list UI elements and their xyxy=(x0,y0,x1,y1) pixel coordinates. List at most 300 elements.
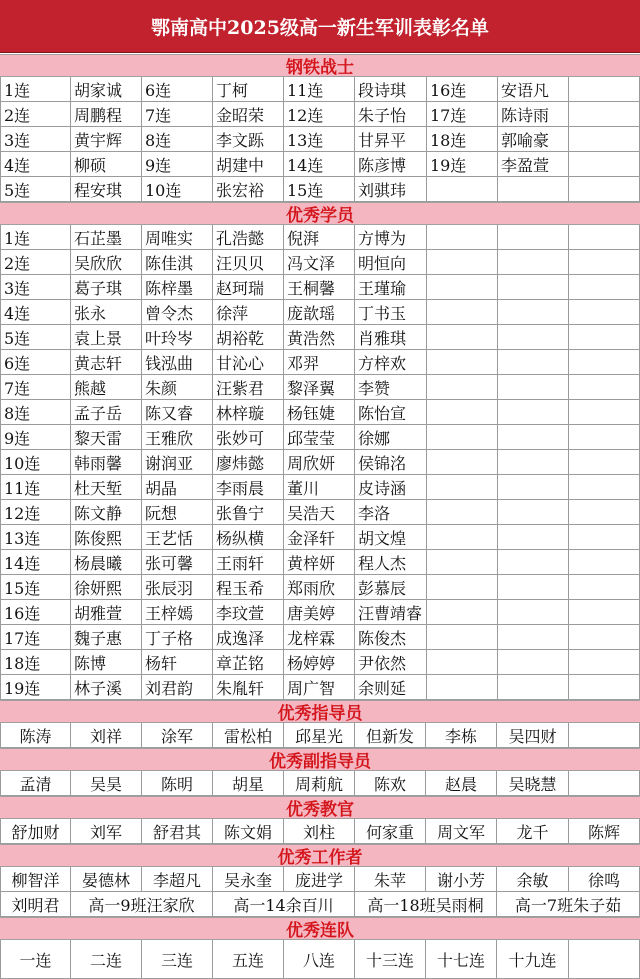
table-cell: 胡家诚 xyxy=(71,77,142,102)
table-cell: 高一14余百川 xyxy=(213,892,355,917)
table-row xyxy=(0,375,640,400)
table-cell xyxy=(427,275,498,300)
table-cell: 朱颜 xyxy=(142,375,213,400)
table-cell xyxy=(427,525,498,550)
table-row xyxy=(0,475,640,500)
table-cell: 刘军 xyxy=(71,819,142,844)
table-cell: 17连 xyxy=(427,102,498,127)
table-row xyxy=(0,500,640,525)
table-row xyxy=(0,550,640,575)
table-cell: 吴欣欣 xyxy=(71,250,142,275)
table-cell: 陈文静 xyxy=(71,500,142,525)
table-cell: 胡建中 xyxy=(213,152,284,177)
table-cell: 陈俊杰 xyxy=(355,625,427,650)
section-outstanding-students: 优秀学员 xyxy=(0,202,640,225)
table-cell: 明恒向 xyxy=(355,250,427,275)
table-row xyxy=(0,525,640,550)
table-cell: 7连 xyxy=(142,102,213,127)
table-cell: 谢小芳 xyxy=(426,867,497,892)
table-row xyxy=(0,300,640,325)
table-cell xyxy=(498,500,569,525)
table-cell xyxy=(569,275,640,300)
table-cell xyxy=(569,500,640,525)
table-cell: 孔浩懿 xyxy=(213,225,284,250)
table-cell: 高一7班朱子茹 xyxy=(497,892,640,917)
table-cell: 19连 xyxy=(0,675,71,700)
table-cell xyxy=(498,400,569,425)
table-cell: 赵珂瑞 xyxy=(213,275,284,300)
table-cell: 石芷墨 xyxy=(71,225,142,250)
table-cell: 郑雨欣 xyxy=(284,575,355,600)
table-cell xyxy=(427,350,498,375)
table-row xyxy=(0,250,640,275)
table-cell xyxy=(569,425,640,450)
table-cell: 晏德林 xyxy=(71,867,142,892)
table-cell xyxy=(498,250,569,275)
table-cell: 段诗琪 xyxy=(355,77,427,102)
table-cell: 周文军 xyxy=(426,819,497,844)
table-cell: 10连 xyxy=(142,177,213,202)
table-cell: 舒君其 xyxy=(142,819,213,844)
table-cell: 二连 xyxy=(71,940,142,979)
table-cell: 吴昊 xyxy=(71,771,142,796)
table-cell xyxy=(569,475,640,500)
table-cell: 庞进学 xyxy=(284,867,355,892)
table-cell: 朱子怡 xyxy=(355,102,427,127)
table-cell: 杜天堑 xyxy=(71,475,142,500)
table-cell: 陈彦博 xyxy=(355,152,427,177)
table-row xyxy=(0,675,640,700)
table-cell: 朱胤轩 xyxy=(213,675,284,700)
table-cell: 11连 xyxy=(284,77,355,102)
table-cell xyxy=(427,650,498,675)
table-cell: 庞歆瑶 xyxy=(284,300,355,325)
table-cell: 陈辉 xyxy=(569,819,640,844)
table-cell: 周欣妍 xyxy=(284,450,355,475)
table-cell: 15连 xyxy=(0,575,71,600)
table-cell xyxy=(569,575,640,600)
table-cell: 19连 xyxy=(427,152,498,177)
table-cell: 杨纵横 xyxy=(213,525,284,550)
table-cell xyxy=(427,675,498,700)
table-cell: 朱苹 xyxy=(355,867,426,892)
table-cell: 吴浩天 xyxy=(284,500,355,525)
table-cell: 9连 xyxy=(142,152,213,177)
table-row xyxy=(0,400,640,425)
table-row xyxy=(0,425,640,450)
table-cell xyxy=(569,723,640,748)
table-cell: 王雅欣 xyxy=(142,425,213,450)
table-cell: 刘明君 xyxy=(0,892,71,917)
table-cell: 陈俊熙 xyxy=(71,525,142,550)
table-row xyxy=(0,723,640,748)
table-cell: 8连 xyxy=(0,400,71,425)
table-cell: 邱星光 xyxy=(284,723,355,748)
table-cell: 阮想 xyxy=(142,500,213,525)
table-cell: 十三连 xyxy=(355,940,426,979)
table-cell: 吴四财 xyxy=(497,723,569,748)
table-cell: 董川 xyxy=(284,475,355,500)
table-cell: 十九连 xyxy=(497,940,569,979)
table-cell xyxy=(569,102,640,127)
table-cell: 十七连 xyxy=(426,940,497,979)
table-cell: 龙千 xyxy=(497,819,569,844)
table-cell: 2连 xyxy=(0,250,71,275)
table-row xyxy=(0,275,640,300)
table-cell: 18连 xyxy=(0,650,71,675)
table-cell xyxy=(427,500,498,525)
table-cell: 7连 xyxy=(0,375,71,400)
table-cell: 廖炜懿 xyxy=(213,450,284,475)
table-cell: 李栋 xyxy=(426,723,497,748)
table-row xyxy=(0,771,640,796)
table-cell: 黄浩然 xyxy=(284,325,355,350)
table-cell: 刘祥 xyxy=(71,723,142,748)
table-cell: 胡裕乾 xyxy=(213,325,284,350)
table-cell xyxy=(427,475,498,500)
section-outstanding-companies: 优秀连队 xyxy=(0,917,640,940)
table-cell: 汪贝贝 xyxy=(213,250,284,275)
table-cell xyxy=(498,225,569,250)
table-cell xyxy=(498,325,569,350)
table-cell xyxy=(498,300,569,325)
table-cell xyxy=(569,550,640,575)
section-outstanding-instructors: 优秀指导员 xyxy=(0,700,640,723)
table-cell: 张永 xyxy=(71,300,142,325)
table-cell: 五连 xyxy=(213,940,284,979)
table-cell: 程玉希 xyxy=(213,575,284,600)
table-cell: 1连 xyxy=(0,225,71,250)
table-cell: 孟清 xyxy=(0,771,71,796)
table-cell: 彭慕辰 xyxy=(355,575,427,600)
table-cell: 冯文泽 xyxy=(284,250,355,275)
table-cell xyxy=(498,475,569,500)
table-cell: 12连 xyxy=(0,500,71,525)
table-cell: 金泽轩 xyxy=(284,525,355,550)
table-cell xyxy=(569,152,640,177)
table-cell: 吴晓慧 xyxy=(497,771,569,796)
table-cell: 丁子格 xyxy=(142,625,213,650)
table-cell: 王梓嫣 xyxy=(142,600,213,625)
table-cell xyxy=(427,300,498,325)
table-cell: 王瑾瑜 xyxy=(355,275,427,300)
table-cell xyxy=(498,550,569,575)
table-cell xyxy=(498,425,569,450)
table-cell: 林梓璇 xyxy=(213,400,284,425)
table-cell: 雷松柏 xyxy=(213,723,284,748)
table-cell xyxy=(427,625,498,650)
table-cell: 侯锦洺 xyxy=(355,450,427,475)
table-cell: 方博为 xyxy=(355,225,427,250)
table-cell: 16连 xyxy=(427,77,498,102)
table-cell: 徐娜 xyxy=(355,425,427,450)
table-row xyxy=(0,940,640,979)
table-cell: 刘君韵 xyxy=(142,675,213,700)
table-cell: 黄梓妍 xyxy=(284,550,355,575)
table-row xyxy=(0,575,640,600)
table-cell: 何家重 xyxy=(355,819,426,844)
table-cell: 王桐馨 xyxy=(284,275,355,300)
table-cell: 丁柯 xyxy=(213,77,284,102)
table-cell xyxy=(427,425,498,450)
table-cell: 黎泽翼 xyxy=(284,375,355,400)
table-cell: 邓羿 xyxy=(284,350,355,375)
table-cell: 钱泓曲 xyxy=(142,350,213,375)
table-cell: 赵晨 xyxy=(426,771,497,796)
table-cell: 李雨晨 xyxy=(213,475,284,500)
table-cell: 周鹏程 xyxy=(71,102,142,127)
table-cell xyxy=(569,225,640,250)
table-cell: 12连 xyxy=(284,102,355,127)
table-cell xyxy=(427,600,498,625)
table-cell: 张妙可 xyxy=(213,425,284,450)
table-cell xyxy=(427,575,498,600)
table-cell xyxy=(498,625,569,650)
table-cell: 周广智 xyxy=(284,675,355,700)
table-cell: 李赞 xyxy=(355,375,427,400)
table-cell: 谢润亚 xyxy=(142,450,213,475)
table-cell: 杨轩 xyxy=(142,650,213,675)
table-cell xyxy=(427,250,498,275)
table-cell: 13连 xyxy=(0,525,71,550)
table-cell: 杨婷婷 xyxy=(284,650,355,675)
table-cell: 汪曹靖睿 xyxy=(355,600,427,625)
table-cell: 余则延 xyxy=(355,675,427,700)
table-row xyxy=(0,350,640,375)
table-cell: 李文跞 xyxy=(213,127,284,152)
table-cell: 6连 xyxy=(142,77,213,102)
table-cell: 魏子惠 xyxy=(71,625,142,650)
table-cell: 胡晶 xyxy=(142,475,213,500)
table-cell: 李洛 xyxy=(355,500,427,525)
table-cell: 韩雨馨 xyxy=(71,450,142,475)
table-cell: 4连 xyxy=(0,300,71,325)
table-cell: 余敏 xyxy=(497,867,569,892)
table-cell xyxy=(569,525,640,550)
table-cell xyxy=(569,77,640,102)
table-cell: 徐萍 xyxy=(213,300,284,325)
table-row xyxy=(0,225,640,250)
table-cell: 甘昇平 xyxy=(355,127,427,152)
table-cell: 叶玲岑 xyxy=(142,325,213,350)
table-cell: 涂军 xyxy=(142,723,213,748)
table-cell: 刘柱 xyxy=(284,819,355,844)
table-cell xyxy=(427,325,498,350)
table-row xyxy=(0,650,640,675)
section-outstanding-vice-instructors: 优秀副指导员 xyxy=(0,748,640,771)
table-cell xyxy=(498,275,569,300)
table-cell: 张可馨 xyxy=(142,550,213,575)
table-cell xyxy=(427,177,498,202)
table-cell xyxy=(569,375,640,400)
section-outstanding-workers: 优秀工作者 xyxy=(0,844,640,867)
table-cell: 龙梓霖 xyxy=(284,625,355,650)
table-cell xyxy=(569,350,640,375)
table-cell xyxy=(498,350,569,375)
table-cell: 14连 xyxy=(0,550,71,575)
table-cell xyxy=(498,675,569,700)
table-cell: 11连 xyxy=(0,475,71,500)
table-cell: 9连 xyxy=(0,425,71,450)
table-cell xyxy=(427,450,498,475)
table-cell: 八连 xyxy=(284,940,355,979)
table-cell: 17连 xyxy=(0,625,71,650)
table-row xyxy=(0,450,640,475)
table-cell: 吴永奎 xyxy=(213,867,284,892)
table-cell: 2连 xyxy=(0,102,71,127)
table-cell: 程人杰 xyxy=(355,550,427,575)
table-cell: 15连 xyxy=(284,177,355,202)
table-cell: 10连 xyxy=(0,450,71,475)
table-cell: 刘骐玮 xyxy=(355,177,427,202)
table-cell xyxy=(498,600,569,625)
table-cell xyxy=(569,400,640,425)
table-cell: 6连 xyxy=(0,350,71,375)
table-row xyxy=(0,152,640,177)
table-cell: 柳智洋 xyxy=(0,867,71,892)
table-cell: 王艺恬 xyxy=(142,525,213,550)
table-cell: 陈涛 xyxy=(0,723,71,748)
table-cell: 5连 xyxy=(0,177,71,202)
table-cell: 陈欢 xyxy=(355,771,426,796)
table-cell: 胡星 xyxy=(213,771,284,796)
table-cell: 袁上景 xyxy=(71,325,142,350)
table-cell: 杨晨曦 xyxy=(71,550,142,575)
table-cell: 陈又睿 xyxy=(142,400,213,425)
table-cell: 李盈萱 xyxy=(498,152,569,177)
table-cell: 16连 xyxy=(0,600,71,625)
table-cell xyxy=(569,771,640,796)
table-row xyxy=(0,625,640,650)
table-cell: 程安琪 xyxy=(71,177,142,202)
table-cell: 张宏裕 xyxy=(213,177,284,202)
table-cell: 陈博 xyxy=(71,650,142,675)
table-cell: 金昭荣 xyxy=(213,102,284,127)
table-cell: 陈怡宣 xyxy=(355,400,427,425)
table-cell: 倪湃 xyxy=(284,225,355,250)
table-cell xyxy=(498,575,569,600)
table-cell xyxy=(569,177,640,202)
table-cell xyxy=(569,300,640,325)
table-cell: 高一18班吴雨桐 xyxy=(355,892,497,917)
table-cell: 陈明 xyxy=(142,771,213,796)
table-cell xyxy=(569,600,640,625)
table-cell xyxy=(569,625,640,650)
table-cell: 王雨轩 xyxy=(213,550,284,575)
section-steel-warriors: 钢铁战士 xyxy=(0,54,640,77)
table-cell: 但新发 xyxy=(355,723,426,748)
table-cell: 肖雅琪 xyxy=(355,325,427,350)
table-cell: 4连 xyxy=(0,152,71,177)
table-cell: 葛子琪 xyxy=(71,275,142,300)
table-cell: 14连 xyxy=(284,152,355,177)
table-row xyxy=(0,102,640,127)
table-cell: 安语凡 xyxy=(498,77,569,102)
table-cell: 13连 xyxy=(284,127,355,152)
table-cell xyxy=(498,177,569,202)
table-cell: 1连 xyxy=(0,77,71,102)
table-cell: 曾令杰 xyxy=(142,300,213,325)
table-row xyxy=(0,600,640,625)
table-cell xyxy=(569,675,640,700)
table-row xyxy=(0,127,640,152)
table-cell xyxy=(427,550,498,575)
table-cell: 皮诗涵 xyxy=(355,475,427,500)
table-cell: 胡文煌 xyxy=(355,525,427,550)
table-cell: 陈佳淇 xyxy=(142,250,213,275)
section-outstanding-drill-instructors: 优秀教官 xyxy=(0,796,640,819)
table-cell xyxy=(569,940,640,979)
table-cell xyxy=(427,375,498,400)
table-cell: 林子溪 xyxy=(71,675,142,700)
table-cell xyxy=(427,225,498,250)
table-cell xyxy=(498,650,569,675)
table-cell xyxy=(498,525,569,550)
page-title: 鄂南高中2025级高一新生军训表彰名单 xyxy=(0,0,640,53)
table-cell xyxy=(498,375,569,400)
table-cell: 三连 xyxy=(142,940,213,979)
table-cell: 尹依然 xyxy=(355,650,427,675)
table-cell: 陈诗雨 xyxy=(498,102,569,127)
table-cell: 杨钰婕 xyxy=(284,400,355,425)
table-cell: 黎天雷 xyxy=(71,425,142,450)
table-cell: 周唯实 xyxy=(142,225,213,250)
table-row xyxy=(0,892,640,917)
table-cell: 邱莹莹 xyxy=(284,425,355,450)
table-cell: 熊越 xyxy=(71,375,142,400)
table-cell: 柳硕 xyxy=(71,152,142,177)
table-cell: 甘沁心 xyxy=(213,350,284,375)
table-cell: 汪紫君 xyxy=(213,375,284,400)
table-cell: 方梓欢 xyxy=(355,350,427,375)
table-cell: 成逸泽 xyxy=(213,625,284,650)
table-cell: 周莉航 xyxy=(284,771,355,796)
table-cell: 徐妍熙 xyxy=(71,575,142,600)
table-cell xyxy=(498,450,569,475)
table-cell xyxy=(569,650,640,675)
table-cell: 李玟萱 xyxy=(213,600,284,625)
table-cell: 陈文娟 xyxy=(213,819,284,844)
table-row xyxy=(0,819,640,844)
table-row xyxy=(0,867,640,892)
table-cell: 孟子岳 xyxy=(71,400,142,425)
table-cell: 丁书玉 xyxy=(355,300,427,325)
table-cell: 徐鸣 xyxy=(569,867,640,892)
table-cell xyxy=(569,127,640,152)
table-cell: 张鲁宁 xyxy=(213,500,284,525)
table-cell: 18连 xyxy=(427,127,498,152)
table-cell: 一连 xyxy=(0,940,71,979)
table-cell xyxy=(427,400,498,425)
table-cell xyxy=(569,325,640,350)
table-cell: 黄宇辉 xyxy=(71,127,142,152)
table-row xyxy=(0,177,640,202)
table-cell: 黄志轩 xyxy=(71,350,142,375)
table-cell: 陈梓墨 xyxy=(142,275,213,300)
table-cell: 8连 xyxy=(142,127,213,152)
table-cell: 唐美婷 xyxy=(284,600,355,625)
table-cell xyxy=(569,450,640,475)
table-cell: 高一9班汪家欣 xyxy=(71,892,213,917)
table-row xyxy=(0,77,640,102)
table-cell xyxy=(569,250,640,275)
table-cell: 舒加财 xyxy=(0,819,71,844)
table-cell: 章芷铭 xyxy=(213,650,284,675)
table-cell: 3连 xyxy=(0,127,71,152)
table-cell: 张辰羽 xyxy=(142,575,213,600)
table-cell: 5连 xyxy=(0,325,71,350)
table-cell: 3连 xyxy=(0,275,71,300)
